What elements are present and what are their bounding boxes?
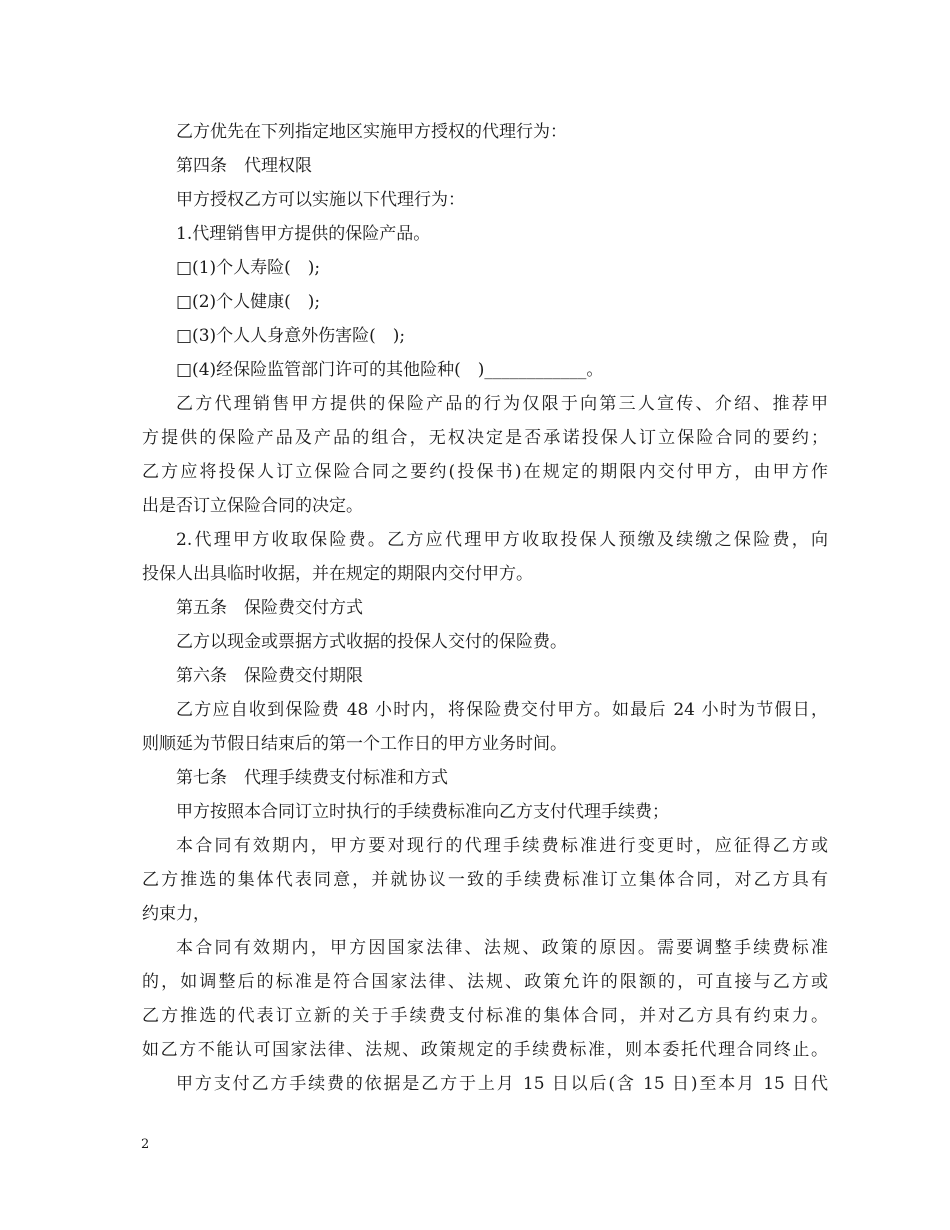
checkbox-option: □(3)个人人身意外伤害险( ); (176, 326, 406, 346)
text-line: 乙方应自收到保险费 48 小时内，将保险费交付甲方。如最后 24 小时为节假日， (176, 700, 828, 720)
text-line: 甲方支付乙方手续费的依据是乙方于上月 15 日以后(含 15 日)至本月 15 日代 (176, 1074, 828, 1094)
document-body (142, 115, 828, 1101)
text-line: 甲方授权乙方可以实施以下代理行为： (176, 190, 465, 210)
text-line: 本合同有效期内，甲方因国家法律、法规、政策的原因。需要调整手续费标准 (176, 938, 828, 958)
text-line: 如乙方不能认可国家法律、法规、政策规定的手续费标准，则本委托代理合同终止。 (142, 1040, 828, 1060)
text-line: 则顺延为节假日结束后的第一个工作日的甲方业务时间。 (142, 734, 567, 754)
text-line: 乙方推选的代表订立新的关于手续费支付标准的集体合同，并对乙方具有约束力。 (142, 1006, 828, 1026)
text-line: 出是否订立保险合同的决定。 (142, 496, 363, 516)
checkbox-option: □(4)经保险监管部门许可的其他险种( )____________。 (176, 360, 604, 380)
text-line: 方提供的保险产品及产品的组合，无权决定是否承诺投保人订立保险合同的要约； (142, 428, 828, 448)
text-line: 乙方应将投保人订立保险合同之要约(投保书)在规定的期限内交付甲方，由甲方作 (142, 462, 828, 482)
section-heading: 第六条 保险费交付期限 (176, 666, 363, 686)
text-line: 乙方代理销售甲方提供的保险产品的行为仅限于向第三人宣传、介绍、推荐甲 (176, 394, 828, 414)
checkbox-option: □(1)个人寿险( ); (176, 258, 321, 278)
text-line: 乙方优先在下列指定地区实施甲方授权的代理行为： (176, 122, 567, 142)
section-heading: 第四条 代理权限 (176, 156, 312, 176)
text-line: 约束力， (142, 904, 210, 924)
section-heading: 第五条 保险费交付方式 (176, 598, 363, 618)
section-heading: 第七条 代理手续费支付标准和方式 (176, 768, 448, 788)
text-line: 乙方推选的集体代表同意，并就协议一致的手续费标准订立集体合同，对乙方具有 (142, 870, 828, 890)
list-item: 2.代理甲方收取保险费。乙方应代理甲方收取投保人预缴及续缴之保险费，向 (176, 530, 828, 550)
text-line: 本合同有效期内，甲方要对现行的代理手续费标准进行变更时，应征得乙方或 (176, 836, 828, 856)
checkbox-option: □(2)个人健康( ); (176, 292, 321, 312)
list-item: 1.代理销售甲方提供的保险产品。 (176, 224, 431, 244)
page-number: 2 (141, 1137, 150, 1152)
text-line: 甲方按照本合同订立时执行的手续费标准向乙方支付代理手续费； (176, 802, 669, 822)
text-line: 的，如调整后的标准是符合国家法律、法规、政策允许的限额的，可直接与乙方或 (142, 972, 828, 992)
text-line: 乙方以现金或票据方式收据的投保人交付的保险费。 (176, 632, 567, 652)
text-line: 投保人出具临时收据，并在规定的期限内交付甲方。 (142, 564, 533, 584)
